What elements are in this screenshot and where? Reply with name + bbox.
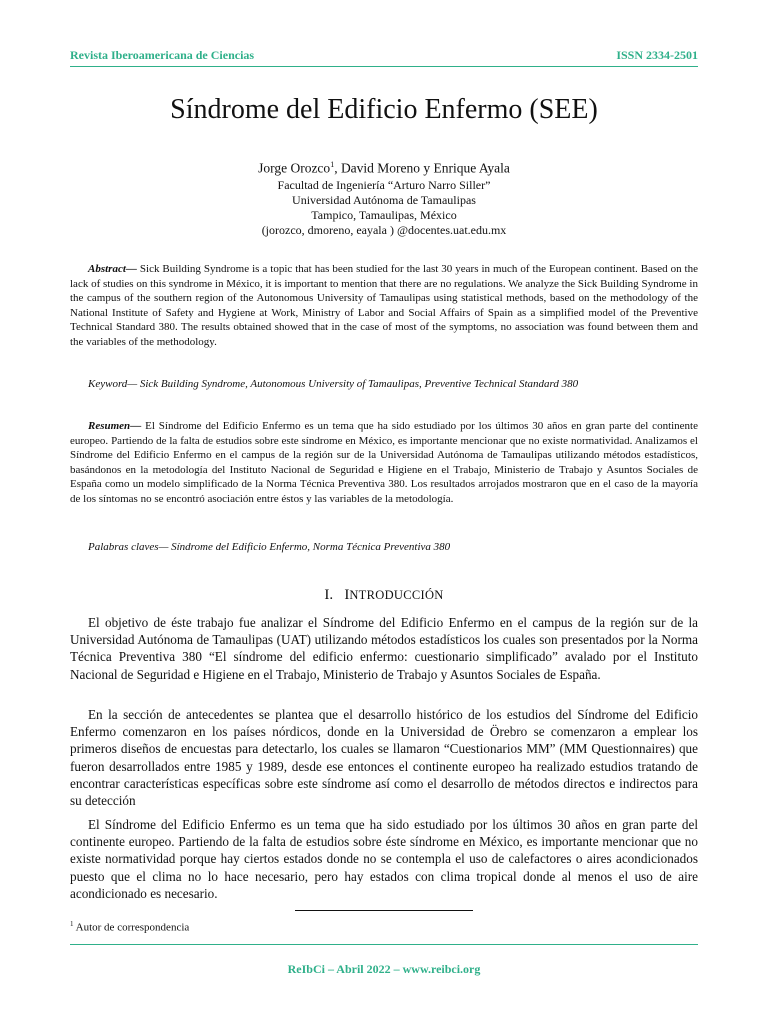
- affiliation-university: Universidad Autónoma de Tamaulipas: [292, 193, 476, 207]
- affiliation-emails: (jorozco, dmoreno, eayala ) @docentes.uat.edu.mx: [261, 223, 507, 237]
- palabras-label: Palabras claves: [88, 541, 159, 553]
- section-heading: [70, 585, 698, 605]
- resumen-text: El Síndrome del Edificio Enfermo es un tema que ha sido estudiado por los últimos 30 años en gran parte del continente europeo. Partiendo de la falta de estudios sobre este síndrome en México, es importante mencionar que no existe normatividad. Analizamos el Síndrome del Edificio Enfermo en el campus de la región sur de la Universidad Autónoma de Tamaulipas utilizando métodos estadísticos, basándonos en la metodología del Instituto Nacional de Seguridad e Higiene en el Trabajo, Ministerio de Trabajo y Asuntos Sociales de España como un modelo simplificado de la Norma Técnica Preventiva 380. Los resultados arrojados mostraron que en el caso de la mayoría de los síntomas no se encontró asociación entre éstos y las variables de la metodología.: [70, 420, 699, 505]
- author-first: Jorge Orozco: [258, 160, 331, 176]
- footnote-mark: 1: [70, 920, 74, 928]
- keywords-text: Sick Building Syndrome, Autonomous University of Tamaulipas, Preventive Technical Standard 380: [139, 378, 579, 390]
- journal-name: Revista Iberoamericana de Ciencias: [70, 47, 255, 62]
- paragraph-2: En la sección de antecedentes se plantea que el desarrollo histórico de los estudios del Síndrome del Edificio Enfermo comenzaron en los países nórdicos, donde en la Universidad de Örebro se comenzaron a emplear los primeros diseños de encuestas para detectarlo, los cuales se llamaron “Cuestionarios MM” (MM Questionnaires) que fueron desarrollados entre 1985 y 1989, desde ese entonces el continente europeo ha realizado estudios tratando de encontrar características específicas sobre este síndrome así como el desarrollo de métodos directos e indirectos para su detección: [70, 707, 698, 809]
- section-number: I.: [324, 587, 334, 603]
- page-footer: ReIbCi – Abril 2022 – www.reibci.org: [287, 962, 481, 976]
- affiliation: [60, 178, 708, 238]
- paragraph-1: El objetivo de éste trabajo fue analizar el Síndrome del Edificio Enfermo en el campus de la región sur de la Universidad Autónoma de Tamaulipas (UAT) utilizando métodos estadísticos los cuales son presentados por la Norma Técnica Preventiva 380 “El síndrome del edificio enfermo: cuestionario simplificado” avalado por el Instituto Nacional de Seguridad e Higiene en el Trabajo, Ministerio de Trabajo y Asuntos Sociales de España.: [70, 615, 698, 682]
- keywords-spanish: [70, 540, 698, 555]
- section-title-rest: NTRODUCCIÓN: [349, 588, 444, 602]
- author-footnote-mark: 1: [330, 160, 335, 169]
- keywords-label: Keyword: [88, 378, 128, 390]
- footer-rule: [70, 944, 698, 945]
- running-head: [70, 46, 698, 64]
- resumen-dash: —: [130, 420, 146, 432]
- keywords-english: [70, 377, 698, 392]
- abstract-spanish: [70, 419, 698, 506]
- palabras-text: Síndrome del Edificio Enfermo, Norma Técnica Preventiva 380: [171, 541, 451, 553]
- header-rule: [70, 66, 698, 67]
- resumen-label: Resumen: [88, 420, 131, 432]
- keywords-dash: —: [127, 378, 140, 390]
- paragraph-3: El Síndrome del Edificio Enfermo es un tema que ha sido estudiado por los últimos 30 años en gran parte del continente europeo. Partiendo de la falta de estudios sobre éste síndrome en México, es importante mencionar que no existe normatividad porque hay ciertos estados donde no se contempla el uso de calefactores o aires acondicionados puesto que el clima no lo hace necesario, pero hay estados con clima tropical donde al menos el uso de aire acondicionado es necesario.: [70, 817, 698, 901]
- affiliation-faculty: Facultad de Ingeniería “Arturo Narro Siller”: [277, 178, 491, 192]
- footnote: [70, 917, 189, 935]
- author-line: [60, 156, 708, 178]
- issn: ISSN 2334-2501: [616, 47, 698, 62]
- paper-title: Síndrome del Edificio Enfermo (SEE): [170, 94, 598, 125]
- footnote-text: Autor de correspondencia: [73, 921, 190, 934]
- palabras-dash: —: [158, 541, 172, 553]
- abstract-dash: —: [125, 263, 140, 275]
- abstract-text: Sick Building Syndrome is a topic that has been studied for the last 30 years in much of the European continent. Based on the lack of studies on this syndrome in México, it is important to mention that there are no regulations. We analyze the Sick Building Syndrome in the campus of the southern region of the Autonomous University of Tamaulipas using statistical methods, based on the methodology of the National Institute of Safety and Hygiene at Work, Ministry of Labor and Social Affairs of Spain as a simplified model of the Preventive Technical Standard 380. The results obtained showed that in the case of most of the symptoms, no association was found between them and the variables of the methodology.: [70, 263, 698, 348]
- abstract-english: [70, 262, 698, 349]
- footnote-rule: [295, 910, 473, 911]
- author-rest: , David Moreno y Enrique Ayala: [334, 160, 510, 176]
- section-initial: I: [344, 587, 350, 603]
- abstract-label: Abstract: [88, 263, 126, 275]
- affiliation-city: Tampico, Tamaulipas, México: [311, 208, 457, 222]
